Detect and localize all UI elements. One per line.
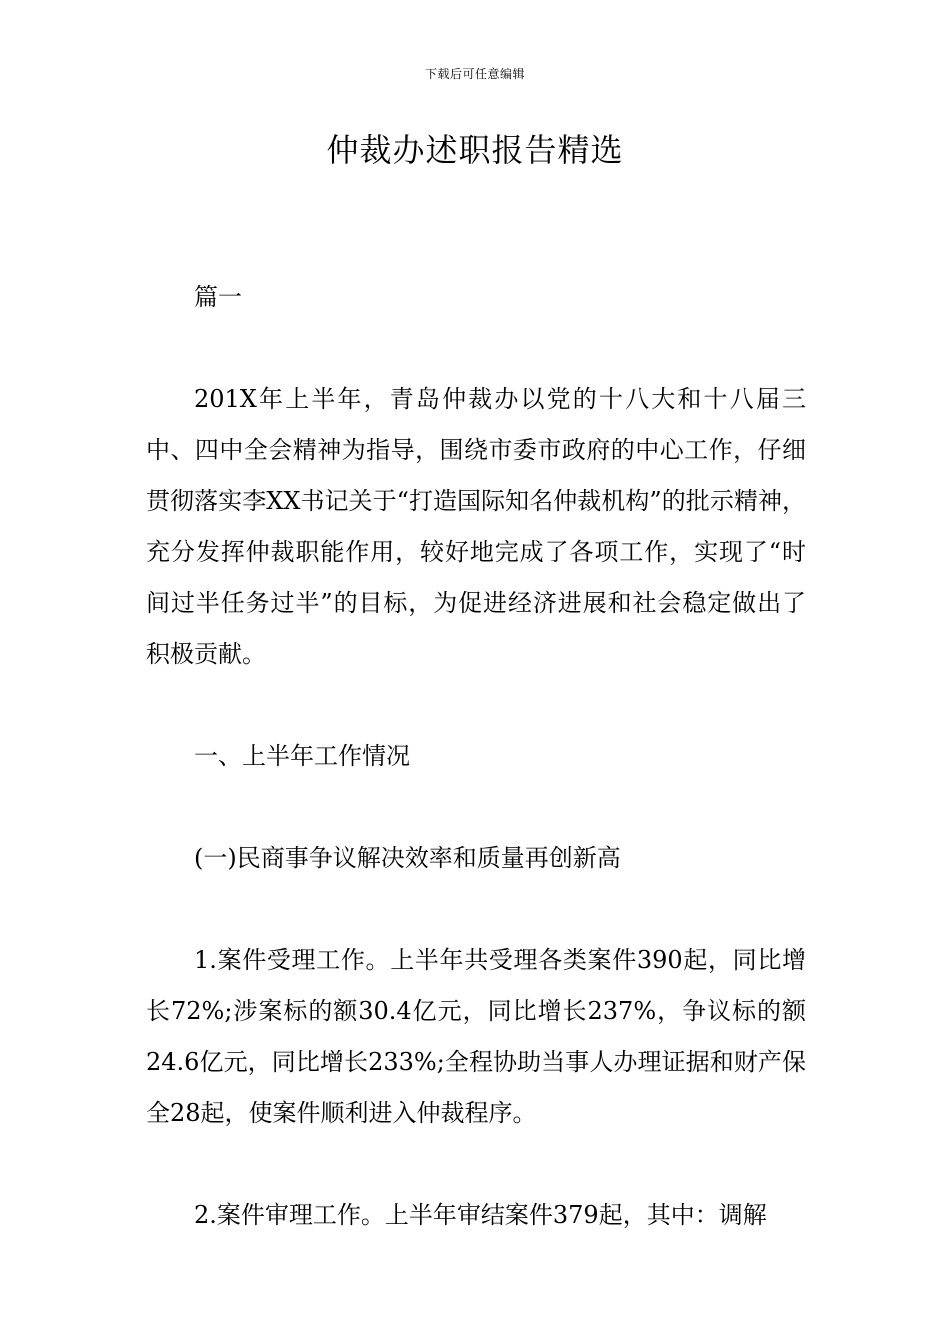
download-note: 下载后可任意编辑 <box>424 67 525 81</box>
intro-paragraph: 201X年上半年，青岛仲裁办以党的十八大和十八届三中、四中全会精神为指导，围绕市委市政府的中心工作，仔细贯彻落实李XX书记关于“打造国际知名仲裁机构”的批示精神，充分发挥仲裁职能作用，较好地完成了各项工作，实现了“时间过半任务过半”的目标，为促进经济进展和社会稳定做出了积极贡献。 <box>146 385 806 668</box>
document-title: 仲裁办述职报告精选 <box>326 131 624 169</box>
paragraph-gap <box>146 680 806 731</box>
heading-work-situation: 一、上半年工作情况 <box>194 742 410 770</box>
paragraph-gap <box>146 782 806 833</box>
heading-dispute-resolution: (一)民商事争议解决效率和质量再创新高 <box>194 844 621 872</box>
document-body <box>146 272 806 1241</box>
item-case-acceptance: 1.案件受理工作。上半年共受理各类案件390起，同比增长72%;涉案标的额30.4亿元，同比增长237%，争议标的额24.6亿元，同比增长233%;全程协助当事人办理证据和财产保全28起，使案件顺利进入仲裁程序。 <box>146 946 806 1127</box>
section-label: 篇一 <box>194 283 242 311</box>
paragraph-gap <box>146 323 806 374</box>
paragraph-gap <box>146 1139 806 1190</box>
paragraph-gap <box>146 884 806 935</box>
item-case-trial: 2.案件审理工作。上半年审结案件379起，其中：调解 <box>194 1201 767 1229</box>
